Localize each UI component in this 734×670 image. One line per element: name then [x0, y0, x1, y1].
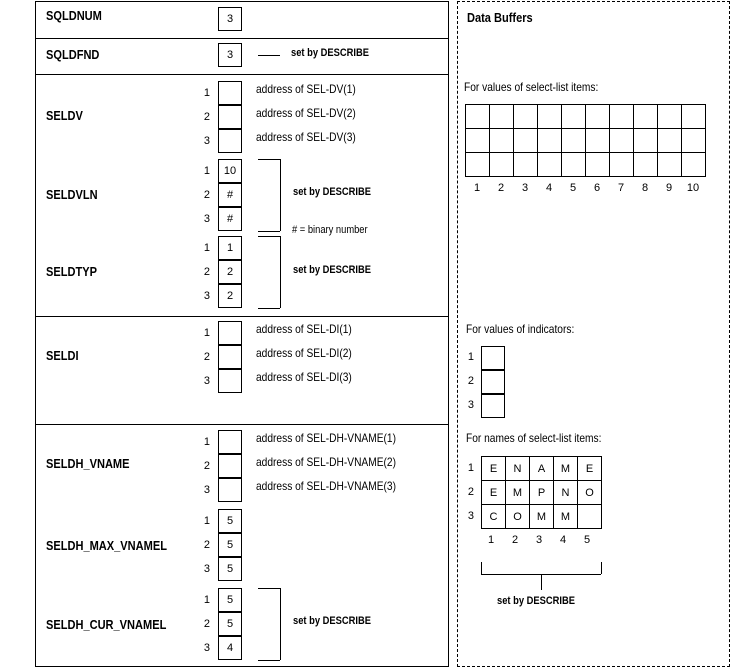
seldi-index: 2: [203, 351, 210, 363]
seldh-max-vnamel-index: 2: [203, 539, 210, 551]
select-value-cell: [489, 104, 514, 129]
seldh-max-vnamel-cell: 5: [218, 533, 242, 557]
select-column-label: 8: [641, 182, 649, 194]
seldi-index: 1: [203, 327, 210, 339]
binary-number-note: # = binary number: [292, 224, 368, 236]
sqldfnd-value: 3: [218, 43, 242, 67]
seldh-cur-vnamel-index: 1: [203, 594, 210, 606]
seldh-vname-address-note: address of SEL-DH-VNAME(2): [256, 455, 397, 469]
names-char-cell: E: [481, 480, 506, 505]
select-value-cell: [561, 128, 586, 153]
seldh-max-vnamel-index: 1: [203, 515, 210, 527]
names-column-label: 4: [559, 534, 567, 546]
select-value-cell: [513, 152, 538, 177]
select-value-cell: [561, 104, 586, 129]
names-char-cell: O: [505, 504, 530, 529]
seldi-address-note: address of SEL-DI(2): [256, 346, 352, 360]
seldh-max-vnamel-cell: 5: [218, 557, 242, 581]
seldh-vname-index: 3: [203, 484, 210, 496]
bracket-top: [258, 588, 280, 589]
sqldnum-value: 3: [218, 7, 242, 31]
select-value-cell: [585, 128, 610, 153]
seldi-cell: [218, 369, 242, 393]
names-column-label: 1: [487, 534, 495, 546]
select-value-cell: [681, 128, 706, 153]
indicator-cell: [481, 370, 505, 394]
seldh-vname-label: SELDH_VNAME: [46, 456, 130, 471]
names-row-index: 3: [467, 510, 474, 522]
bracket-top: [258, 159, 280, 160]
select-value-cell: [489, 152, 514, 177]
names-char-cell: [577, 504, 602, 529]
seldh-vname-address-note: address of SEL-DH-VNAME(3): [256, 479, 397, 493]
names-char-cell: C: [481, 504, 506, 529]
select-value-cell: [633, 104, 658, 129]
names-row-index: 1: [467, 462, 474, 474]
seldh-max-vnamel-label: SELDH_MAX_VNAMEL: [46, 538, 167, 553]
seldh-max-vnamel-index: 3: [203, 563, 210, 575]
seldtyp-index: 1: [203, 242, 210, 254]
seldvln-cell: 10: [218, 159, 242, 183]
divider: [35, 316, 449, 317]
seldtyp-index: 2: [203, 266, 210, 278]
divider: [35, 74, 449, 75]
select-value-cell: [513, 104, 538, 129]
select-value-cell: [585, 152, 610, 177]
sqldnum-label: SQLDNUM: [46, 8, 102, 23]
seldh-max-vnamel-cell: 5: [218, 509, 242, 533]
select-value-cell: [633, 128, 658, 153]
names-char-cell: A: [529, 456, 554, 481]
seldtyp-cell: 1: [218, 236, 242, 260]
bracket-side: [280, 236, 281, 308]
seldh-vname-index: 2: [203, 460, 210, 472]
indicator-cell: [481, 394, 505, 418]
seldi-index: 3: [203, 375, 210, 387]
seldtyp-cell: 2: [218, 284, 242, 308]
select-column-label: 6: [593, 182, 601, 194]
seldh-vname-cell: [218, 430, 242, 454]
select-value-cell: [657, 128, 682, 153]
seldh-cur-vnamel-index: 3: [203, 642, 210, 654]
select-value-cell: [609, 152, 634, 177]
select-value-cell: [609, 128, 634, 153]
bracket-bottom: [258, 308, 280, 309]
select-value-cell: [513, 128, 538, 153]
select-column-label: 7: [617, 182, 625, 194]
sqldfnd-label: SQLDFND: [46, 47, 100, 62]
select-value-cell: [657, 104, 682, 129]
seldvln-index: 3: [203, 213, 210, 225]
descriptor-panel: [35, 1, 449, 667]
seldi-address-note: address of SEL-DI(3): [256, 370, 352, 384]
names-char-cell: N: [553, 480, 578, 505]
names-caption: For names of select-list items:: [466, 431, 602, 445]
indicator-index: 3: [467, 399, 474, 411]
select-value-cell: [465, 128, 490, 153]
select-value-cell: [537, 128, 562, 153]
select-value-cell: [681, 152, 706, 177]
select-value-cell: [585, 104, 610, 129]
bracket-top: [258, 236, 280, 237]
names-char-cell: P: [529, 480, 554, 505]
seldtyp-cell: 2: [218, 260, 242, 284]
indicator-index: 2: [467, 375, 474, 387]
select-value-cell: [681, 104, 706, 129]
select-column-label: 1: [473, 182, 481, 194]
names-char-cell: N: [505, 456, 530, 481]
connector-line: [258, 55, 280, 56]
seldv-cell: [218, 81, 242, 105]
seldi-cell: [218, 321, 242, 345]
seldtyp-label: SELDTYP: [46, 264, 97, 279]
indicators-caption: For values of indicators:: [466, 322, 575, 336]
select-value-cell: [465, 104, 490, 129]
seldh-vname-cell: [218, 454, 242, 478]
select-value-cell: [633, 152, 658, 177]
bracket-side: [280, 159, 281, 231]
seldh-vname-index: 1: [203, 436, 210, 448]
seldtyp-index: 3: [203, 290, 210, 302]
select-column-label: 10: [686, 182, 700, 194]
select-value-cell: [537, 152, 562, 177]
seldvln-index: 1: [203, 165, 210, 177]
divider: [35, 424, 449, 425]
divider: [35, 38, 449, 39]
bracket-bottom: [258, 660, 280, 661]
seldv-cell: [218, 105, 242, 129]
seldh-vname-address-note: address of SEL-DH-VNAME(1): [256, 431, 397, 445]
seldv-cell: [218, 129, 242, 153]
seldvln-label: SELDVLN: [46, 187, 98, 202]
seldvln-note: set by DESCRIBE: [293, 186, 371, 198]
seldvln-index: 2: [203, 189, 210, 201]
select-column-label: 9: [665, 182, 673, 194]
names-column-label: 3: [535, 534, 543, 546]
select-column-label: 2: [497, 182, 505, 194]
names-char-cell: E: [481, 456, 506, 481]
seldv-index: 1: [203, 87, 210, 99]
seldh-vname-cell: [218, 478, 242, 502]
seldh-cur-vnamel-index: 2: [203, 618, 210, 630]
select-column-label: 3: [521, 182, 529, 194]
names-bracket-right: [601, 562, 602, 574]
select-value-cell: [657, 152, 682, 177]
seldv-label: SELDV: [46, 108, 83, 123]
seldh-cur-vnamel-cell: 5: [218, 588, 242, 612]
seldv-address-note: address of SEL-DV(2): [256, 106, 356, 120]
select-values-caption: For values of select-list items:: [464, 80, 599, 94]
seldtyp-note: set by DESCRIBE: [293, 264, 371, 276]
select-value-cell: [537, 104, 562, 129]
select-value-cell: [489, 128, 514, 153]
names-char-cell: O: [577, 480, 602, 505]
indicator-index: 1: [467, 351, 474, 363]
seldi-label: SELDI: [46, 348, 79, 363]
seldh-cur-vnamel-cell: 5: [218, 612, 242, 636]
names-bracket-stem: [541, 574, 542, 590]
names-column-label: 5: [583, 534, 591, 546]
select-column-label: 4: [545, 182, 553, 194]
names-char-cell: M: [505, 480, 530, 505]
names-row-index: 2: [467, 486, 474, 498]
names-char-cell: M: [529, 504, 554, 529]
sqldfnd-note: set by DESCRIBE: [291, 47, 369, 59]
seldv-address-note: address of SEL-DV(3): [256, 130, 356, 144]
names-column-label: 2: [511, 534, 519, 546]
select-value-cell: [609, 104, 634, 129]
select-value-cell: [465, 152, 490, 177]
seldvln-cell: #: [218, 207, 242, 231]
seldh-cur-vnamel-cell: 4: [218, 636, 242, 660]
seldv-index: 3: [203, 135, 210, 147]
bracket-side: [280, 588, 281, 660]
names-char-cell: M: [553, 504, 578, 529]
select-column-label: 5: [569, 182, 577, 194]
seldi-cell: [218, 345, 242, 369]
seldh-cur-vnamel-note: set by DESCRIBE: [293, 615, 371, 627]
names-note: set by DESCRIBE: [497, 595, 575, 607]
indicator-cell: [481, 346, 505, 370]
names-char-cell: E: [577, 456, 602, 481]
select-value-cell: [561, 152, 586, 177]
seldi-address-note: address of SEL-DI(1): [256, 322, 352, 336]
names-char-cell: M: [553, 456, 578, 481]
seldvln-cell: #: [218, 183, 242, 207]
seldv-address-note: address of SEL-DV(1): [256, 82, 356, 96]
seldh-cur-vnamel-label: SELDH_CUR_VNAMEL: [46, 617, 167, 632]
names-bracket-left: [481, 562, 482, 574]
seldv-index: 2: [203, 111, 210, 123]
bracket-bottom: [258, 231, 280, 232]
data-buffers-title: Data Buffers: [467, 10, 533, 25]
